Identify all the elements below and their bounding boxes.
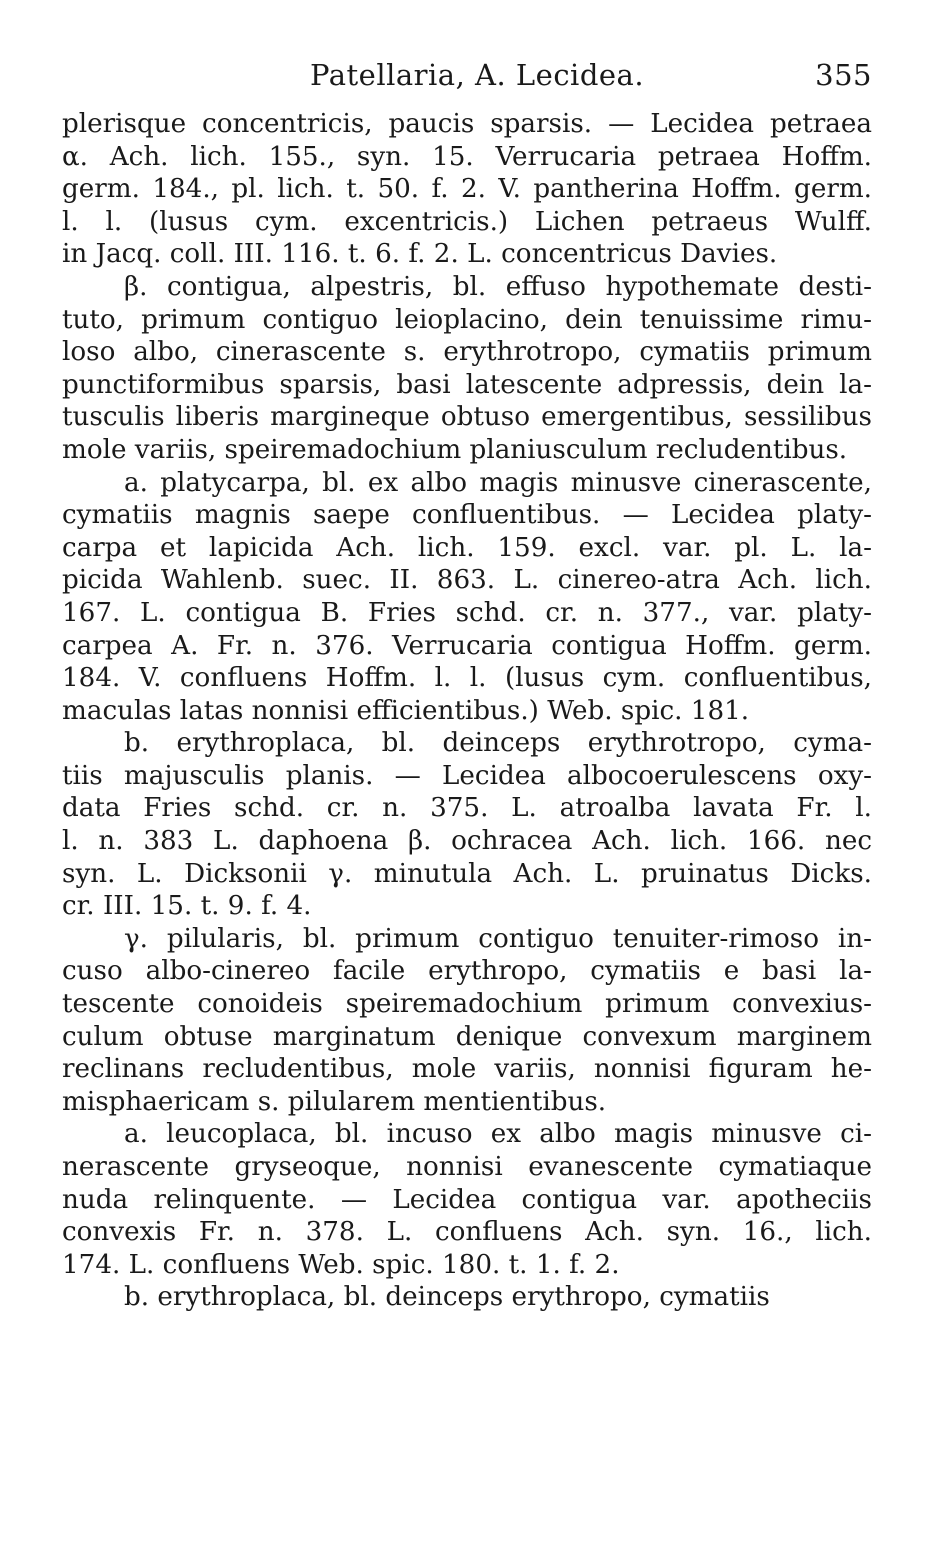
text-line: cuso albo-cinereo facile erythropo, cymatiis e basi la- xyxy=(62,956,872,987)
text-line: b. erythroplaca, bl. deinceps erythrotropo, cyma- xyxy=(124,728,872,759)
text-line: data Fries schd. cr. n. 375. L. atroalba lavata Fr. l. xyxy=(62,793,872,824)
text-line: punctiformibus sparsis, basi latescente adpressis, dein la- xyxy=(62,369,872,400)
paragraph xyxy=(62,1281,872,1314)
text-line: cymatiis magnis saepe confluentibus. — Lecidea platy- xyxy=(62,500,872,531)
paragraph xyxy=(62,923,872,1119)
text-line: plerisque concentricis, paucis sparsis. — Lecidea petraea xyxy=(62,109,872,139)
text-line: tusculis liberis margineque obtuso emergentibus, sessilibus xyxy=(62,402,872,433)
text-line: reclinans recludentibus, mole variis, nonnisi figuram he- xyxy=(62,1054,872,1085)
text-line: l. n. 383 L. daphoena β. ochracea Ach. lich. 166. nec xyxy=(62,826,872,857)
text-line: b. erythroplaca, bl. deinceps erythropo, cymatiis xyxy=(124,1282,770,1313)
text-line: syn. L. Dicksonii γ. minutula Ach. L. pruinatus Dicks. xyxy=(62,858,872,889)
text-line: nuda relinquente. — Lecidea contigua var. apotheciis xyxy=(62,1184,872,1215)
text-line: cr. III. 15. t. 9. f. 4. xyxy=(62,891,312,922)
text-line: α. Ach. lich. 155., syn. 15. Verrucaria petraea Hoffm. xyxy=(62,141,872,172)
text-line: convexis Fr. n. 378. L. confluens Ach. syn. 16., lich. xyxy=(62,1217,872,1248)
text-line: tuto, primum contiguo leioplacino, dein tenuissime rimu- xyxy=(62,304,872,335)
text-line: tiis majusculis planis. — Lecidea albocoerulescens oxy- xyxy=(62,760,872,791)
book-page xyxy=(62,58,872,1314)
paragraph xyxy=(62,1118,872,1281)
page-header xyxy=(62,58,872,108)
text-line: 167. L. contigua B. Fries schd. cr. n. 377., var. platy- xyxy=(62,597,872,628)
paragraph xyxy=(62,271,872,467)
text-line: loso albo, cinerascente s. erythrotropo, cymatiis primum xyxy=(62,337,872,368)
text-line: tescente conoideis speiremadochium primum convexius- xyxy=(62,989,872,1020)
text-line: picida Wahlenb. suec. II. 863. L. cinereo-atra Ach. lich. xyxy=(62,565,872,596)
running-title: Patellaria, A. Lecidea. xyxy=(310,58,645,92)
text-line: culum obtuse marginatum denique convexum marginem xyxy=(62,1021,872,1052)
text-line: misphaericam s. pilularem mentientibus. xyxy=(62,1086,607,1117)
text-line: carpea A. Fr. n. 376. Verrucaria contigua Hoffm. germ. xyxy=(62,630,872,661)
text-line: 174. L. confluens Web. spic. 180. t. 1. f. 2. xyxy=(62,1249,620,1280)
text-line: maculas latas nonnisi efficientibus.) Web. spic. 181. xyxy=(62,695,750,726)
text-line: 184. V. confluens Hoffm. l. l. (lusus cym. confluentibus, xyxy=(62,663,872,694)
paragraph xyxy=(62,467,872,728)
text-line: carpa et lapicida Ach. lich. 159. excl. var. pl. L. la- xyxy=(62,532,872,563)
text-line: a. platycarpa, bl. ex albo magis minusve cinerascente, xyxy=(124,467,872,498)
paragraph xyxy=(62,108,872,271)
body-text xyxy=(62,108,872,1314)
text-line: nerascente gryseoque, nonnisi evanescente cymatiaque xyxy=(62,1152,872,1182)
text-line: mole variis, speiremadochium planiusculum recludentibus. xyxy=(62,434,848,465)
text-line: in Jacq. coll. III. 116. t. 6. f. 2. L. concentricus Davies. xyxy=(62,239,778,270)
paragraph xyxy=(62,727,872,923)
text-line: l. l. (lusus cym. excentricis.) Lichen petraeus Wulff. xyxy=(62,206,872,237)
text-line: a. leucoplaca, bl. incuso ex albo magis minusve ci- xyxy=(124,1119,872,1150)
text-line: γ. pilularis, bl. primum contiguo tenuiter-rimoso in- xyxy=(124,923,872,954)
text-line: germ. 184., pl. lich. t. 50. f. 2. V. pantherina Hoffm. germ. xyxy=(62,174,872,205)
page-number: 355 xyxy=(815,58,872,92)
text-line: β. contigua, alpestris, bl. effuso hypothemate desti- xyxy=(124,271,872,302)
